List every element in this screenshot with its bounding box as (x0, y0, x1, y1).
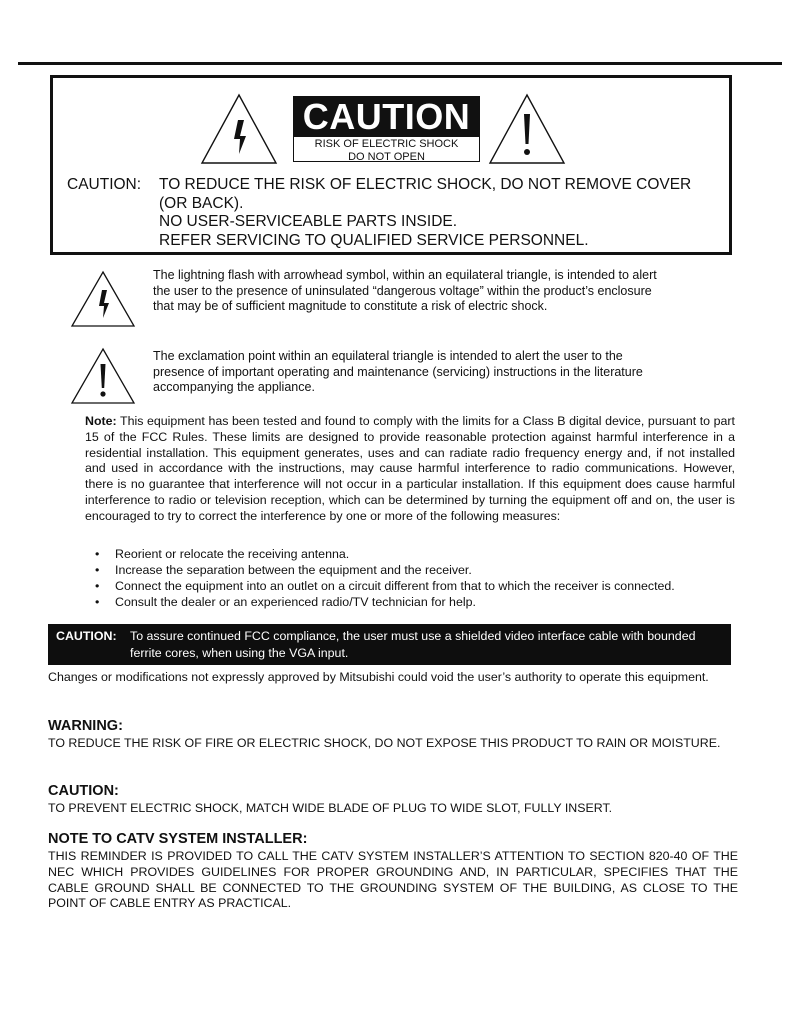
plug-caution-heading: CAUTION: (48, 783, 119, 799)
fcc-caution-text: To assure continued FCC compliance, the user must use a shielded video interface cable with bounded ferrite cores, when using the VGA input. (130, 629, 696, 660)
fcc-caution-label: CAUTION: (56, 629, 117, 643)
exclamation-symbol-explanation (70, 347, 710, 407)
lightning-symbol-text: The lightning flash with arrowhead symbol, within an equilateral triangle, is intended to alert the user to the presence of uninsulated “dangerous voltage” within the product’s enclosure that may be of sufficient magnitude to constitute a risk of electric shock. (153, 268, 657, 313)
list-item: • Consult the dealer or an experienced radio/TV technician for help. (95, 594, 735, 610)
modifications-text: Changes or modifications not expressly approved by Mitsubishi could void the user’s authority to operate this equipment. (48, 670, 709, 684)
caution-box-lead: CAUTION: (67, 176, 142, 193)
caution-sub-line1: RISK OF ELECTRIC SHOCK (314, 138, 459, 150)
caution-sub-line2: DO NOT OPEN (348, 151, 425, 163)
warning-heading: WARNING: (48, 718, 123, 734)
caution-box (50, 75, 732, 255)
fcc-note (85, 414, 735, 525)
exclamation-symbol-text: The exclamation point within an equilateral triangle is intended to alert the user to the presence of important operating and maintenance (servicing) instructions in the literature accompanying the appliance. (153, 349, 643, 394)
plug-caution-text: TO PREVENT ELECTRIC SHOCK, MATCH WIDE BLADE OF PLUG TO WIDE SLOT, FULLY INSERT. (48, 801, 613, 815)
catv-text: THIS REMINDER IS PROVIDED TO CALL THE CATV SYSTEM INSTALLER’S ATTENTION TO SECTION 820-40 OF THE NEC WHICH PROVIDES GUIDELINES FOR PROPER GROUNDING AND, IN PARTICULAR, SPECIFIES THAT THE CABLE GROUND SHALL BE CONNECTED TO THE GROUNDING SYSTEM OF THE BUILDING, AS CLOSE TO THE POINT OF CABLE ENTRY AS PRACTICAL. (48, 849, 738, 911)
list-item: • Increase the separation between the equipment and the receiver. (95, 562, 735, 578)
exclamation-warning-icon (70, 347, 136, 405)
caution-box-line: REFER SERVICING TO QUALIFIED SERVICE PERSONNEL. (159, 231, 589, 249)
top-rule (18, 62, 782, 65)
caution-label (293, 96, 480, 162)
caution-box-lines (159, 176, 739, 250)
interference-measures-list (95, 546, 735, 610)
list-item: • Reorient or relocate the receiving antenna. (95, 546, 735, 562)
caution-word: CAUTION (294, 97, 479, 137)
lightning-warning-icon (199, 92, 279, 166)
exclamation-warning-icon (487, 92, 567, 166)
note-label: Note: (85, 414, 117, 428)
list-item: • Connect the equipment into an outlet on a circuit different from that to which the receiver is connected. (95, 578, 735, 594)
catv-heading: NOTE TO CATV SYSTEM INSTALLER: (48, 831, 308, 847)
lightning-warning-icon (70, 270, 136, 328)
fcc-caution-bar (48, 624, 731, 665)
caution-box-line: TO REDUCE THE RISK OF ELECTRIC SHOCK, DO NOT REMOVE COVER (159, 176, 692, 193)
caution-box-line: NO USER-SERVICEABLE PARTS INSIDE. (159, 213, 458, 230)
note-text: This equipment has been tested and found to comply with the limits for a Class B digital device, pursuant to part 15 of the FCC Rules. These limits are designed to provide reasonable protection against harmful interference in a residential installation. This equipment generates, uses and can radiate radio frequency energy and, if not installed and used in accordance with the instructions, may cause harmful interference to radio communications. However, there is no guarantee that interference will not occur in a particular installation. If this equipment does cause harmful interference to radio or television reception, which can be determined by turning the equipment off and on, the user is encouraged to try to correct the interference by one or more of the following measures: (85, 414, 735, 523)
lightning-symbol-explanation (70, 268, 710, 328)
caution-box-line: (OR BACK). (159, 194, 244, 212)
warning-text: TO REDUCE THE RISK OF FIRE OR ELECTRIC SHOCK, DO NOT EXPOSE THIS PRODUCT TO RAIN OR MOISTURE. (48, 736, 721, 750)
